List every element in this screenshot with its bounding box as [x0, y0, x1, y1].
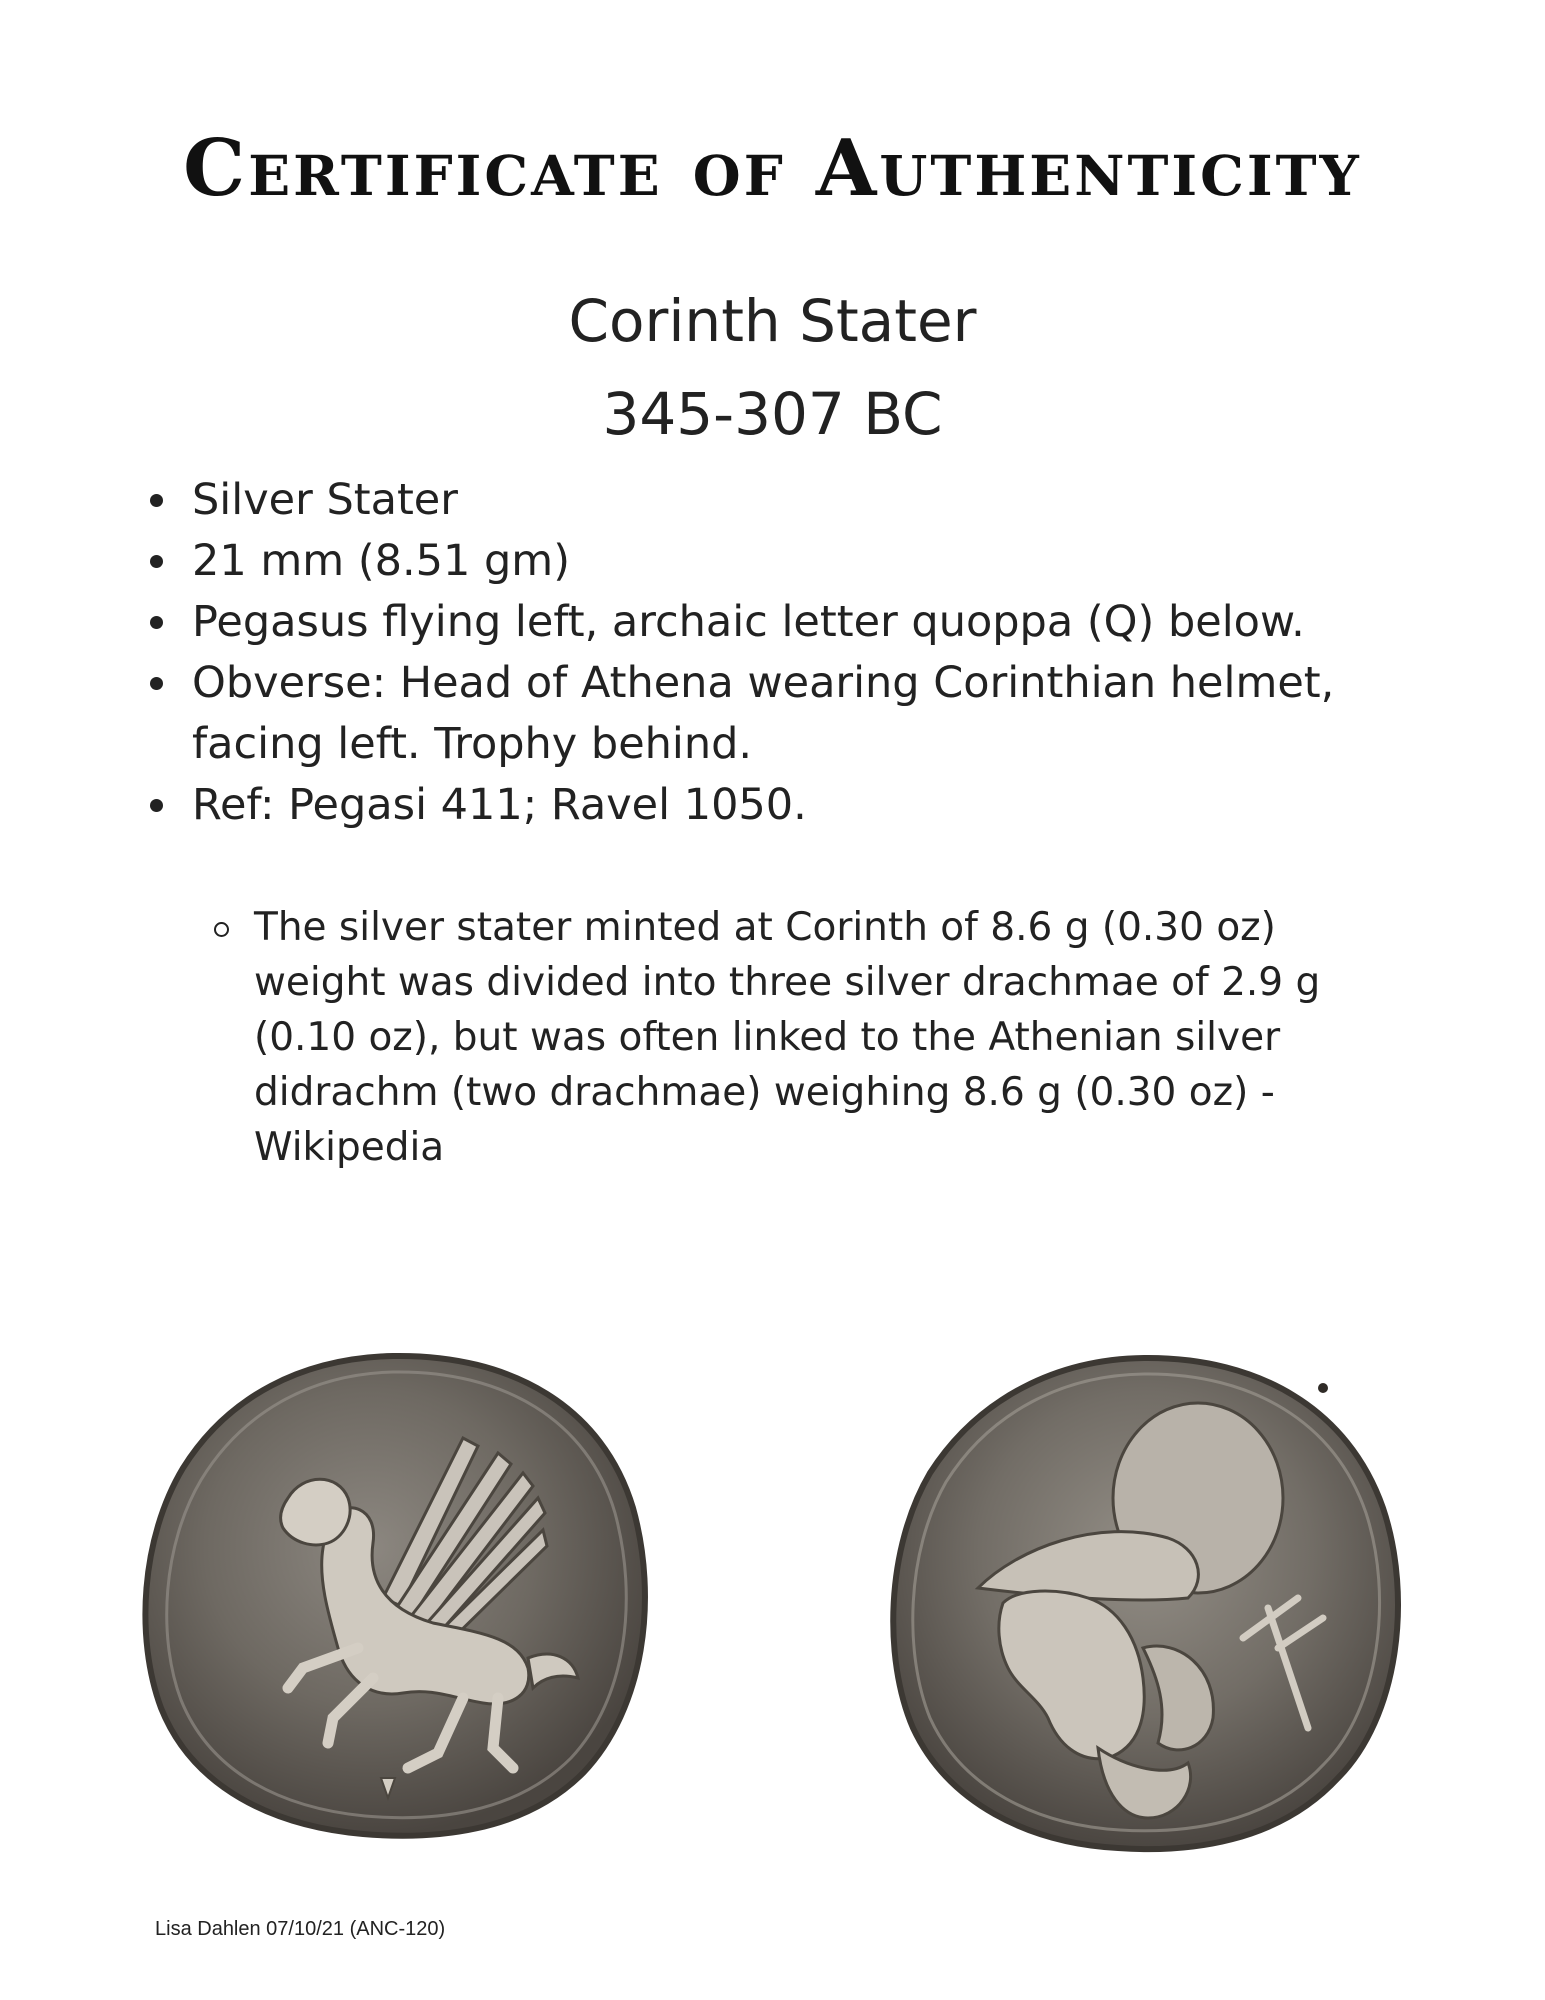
coin-facts-list	[140, 470, 1420, 836]
fact-metal: Silver Stater	[192, 475, 458, 525]
bullet-icon	[150, 616, 163, 629]
fact-reverse: Pegasus flying left, archaic letter quoppa (Q) below.	[192, 597, 1305, 647]
certificate-title: Certificate of Authenticity	[183, 123, 1362, 214]
hollow-bullet-icon	[214, 922, 229, 937]
bullet-icon	[150, 799, 163, 812]
coin-reverse-pegasus-image	[133, 1348, 653, 1843]
wikipedia-note	[210, 900, 1374, 1175]
list-item	[140, 531, 1420, 592]
fact-reference: Ref: Pegasi 411; Ravel 1050.	[192, 780, 807, 830]
list-item	[140, 653, 1420, 775]
list-item	[140, 470, 1420, 531]
bullet-icon	[150, 555, 163, 568]
list-item	[140, 775, 1420, 836]
bullet-icon	[150, 677, 163, 690]
coin-obverse-athena-image	[868, 1348, 1408, 1858]
footer-signature: Lisa Dahlen 07/10/21 (ANC-120)	[155, 1918, 446, 1940]
coin-date-range: 345-307 BC	[602, 380, 943, 448]
fact-obverse: Obverse: Head of Athena wearing Corinthian helmet, facing left. Trophy behind.	[192, 658, 1335, 769]
note-text: The silver stater minted at Corinth of 8.6 g (0.30 oz) weight was divided into three silver drachmae of 2.9 g (0.10 oz), but was often linked to the Athenian silver didrachm (two drachmae) weighing 8.6 g (0.30 oz) - Wikipedia	[254, 905, 1321, 1170]
bullet-icon	[150, 494, 163, 507]
fact-size-weight: 21 mm (8.51 gm)	[192, 536, 570, 586]
list-item	[140, 592, 1420, 653]
coin-name: Corinth Stater	[568, 287, 977, 355]
